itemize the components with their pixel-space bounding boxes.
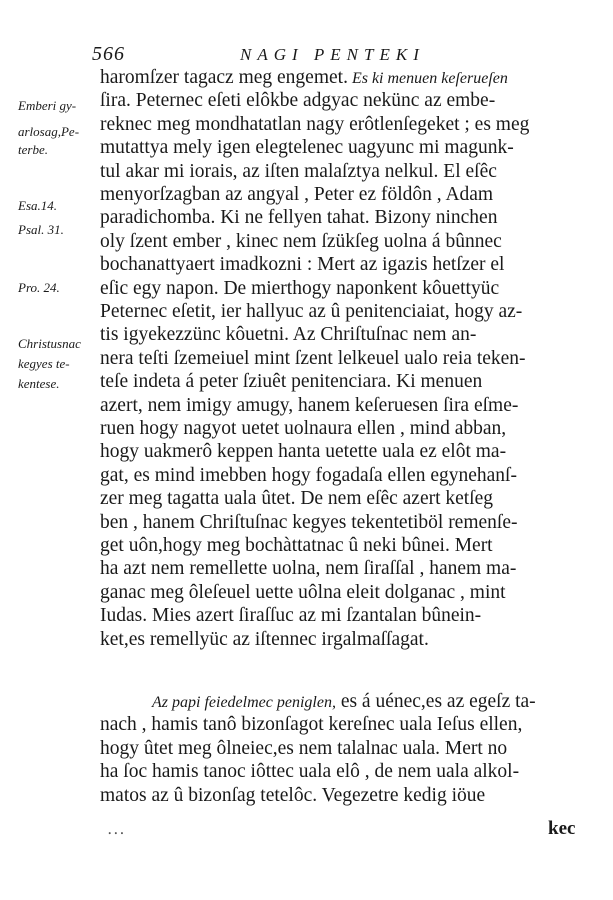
line-text: tul akar mi iorais, az iſten malaſztya nelkul. El eſêc [100, 160, 497, 182]
line-text: ſira. Peternec eſeti elôkbe adgyac nekünc az embe- [100, 90, 496, 112]
line-text: nach , hamis tanô bizonſagot kereſnec uala Ieſus ellen, [100, 714, 523, 736]
text-line [100, 66, 508, 90]
line-text: gat, es mind imebben hogy fogadaſa ellen egynehanſ- [100, 464, 517, 486]
text-line [100, 417, 506, 440]
catch-word: kec [548, 818, 576, 839]
text-line [100, 487, 493, 510]
text-line [100, 784, 485, 807]
text-line [100, 370, 482, 393]
text-line [100, 183, 493, 206]
text-line [100, 604, 481, 627]
text-line [100, 160, 497, 183]
text-line [100, 581, 506, 604]
line-text: ben , hanem Chriſtuſnac kegyes tekentetiböl remenſe- [100, 511, 518, 533]
margin-note: kegyes te- [18, 356, 70, 371]
running-title: NAGI PENTEKI [240, 45, 425, 64]
text-line [100, 737, 507, 760]
text-line [100, 277, 499, 300]
line-text: mutattya mely igen elegtelenec uagyunc mi magunk- [100, 137, 514, 159]
text-line [100, 253, 504, 276]
line-text: ha ſoc hamis tanoc iôttec uala elô , de nem uala alkol- [100, 761, 520, 783]
line-text: paradichomba. Ki ne fellyen tahat. Bizony ninchen [100, 207, 498, 229]
line-text: ha azt nem remellette uolna, nem ſiraſſal , hanem ma- [100, 558, 517, 580]
margin-note: Esa.14. [18, 198, 57, 213]
margin-note: Pro. 24. [18, 280, 60, 295]
text-line [100, 394, 518, 417]
text-line [100, 300, 522, 323]
ink-smudge: ꞏ ꞏ ꞏ [108, 828, 124, 840]
line-text: haromſzer tagacz meg engemet. [100, 67, 348, 88]
text-line [100, 628, 429, 651]
line-text: menyorſzagban az angyal , Peter ez földôn , Adam [100, 184, 494, 205]
text-line [100, 713, 522, 736]
line-text: ganac meg ôleſeuel uette uôlna eleit dolganac , mint [100, 581, 506, 603]
line-text: eſic egy napon. De mierthogy naponkent kôuettyüc [100, 277, 500, 299]
page-number: 566 [92, 43, 125, 65]
margin-note: arlosag,Pe- [18, 124, 80, 139]
line-text: reknec meg mondhatatlan nagy erôtlenſegeket ; es meg [100, 113, 530, 135]
text-line [100, 347, 526, 370]
line-text: azert, nem imigy amugy, hanem keſeruesen ſira eſme- [100, 394, 519, 416]
line-text: ket,es remellyüc az iſtennec irgalmaſſagat. [100, 628, 429, 650]
italic-phrase: Es ki menuen keſerueſen [347, 70, 508, 87]
line-text: Iudas. Mies azert ſiraſſuc az mi ſzantalan bûnein- [100, 605, 482, 627]
text-line [100, 464, 517, 487]
text-line [100, 760, 519, 783]
line-text: bochanattyaert imadkozni : Mert az igazis hetſzer el [100, 254, 505, 276]
line-text: hogy uakmerô keppen hanta uetette uala ez elôt ma- [100, 441, 507, 463]
text-line [100, 557, 516, 580]
margin-note: Psal. 31. [18, 222, 64, 237]
margin-note: Emberi gy- [18, 98, 77, 113]
text-line [100, 230, 502, 253]
text-line [100, 511, 517, 534]
text-line [100, 534, 493, 557]
text-line [100, 206, 497, 229]
line-text: hogy ûtet meg ôlneiec,es nem talalnac uala. Mert no [100, 737, 508, 759]
line-text: es á uénec,es az egeſz ta- [335, 691, 536, 712]
margin-note: kentese. [18, 376, 60, 391]
line-text: Peternec eſetit, ier hallyuc az û penitenciaiat, hogy az- [100, 301, 523, 322]
line-text: zer meg tagatta uala ûtet. De nem eſêc azert ketſeg [100, 488, 494, 510]
line-text: oly ſzent ember , kinec nem ſzükſeg uolna á bûnnec [100, 230, 502, 252]
line-text: tis igyekezzünc kôuetni. Az Chriſtuſnac nem an- [100, 324, 477, 346]
text-line [100, 440, 506, 463]
text-line [100, 136, 514, 159]
text-line [100, 113, 529, 136]
line-text: get uôn,hogy meg bochàttatnac û neki bûnei. Mert [100, 535, 493, 556]
line-text: ruen hogy nagyot uetet uolnaura ellen , mind abban, [100, 418, 507, 439]
text-line [100, 323, 476, 346]
text-line [152, 690, 536, 714]
line-text: teſe indeta á peter ſziuêt penitenciara. Ki menuen [100, 371, 483, 393]
margin-note: Christusnac [18, 336, 81, 351]
italic-phrase: Az papi feiedelmec peniglen, [152, 694, 336, 711]
text-line [100, 89, 495, 112]
line-text: nera teſti ſzemeiuel mint ſzent lelkeuel ualo reia teken- [100, 347, 526, 369]
line-text: matos az û bizonſag tetelôc. Vegezetre kedig iöue [100, 784, 486, 806]
margin-note: terbe. [18, 142, 48, 157]
